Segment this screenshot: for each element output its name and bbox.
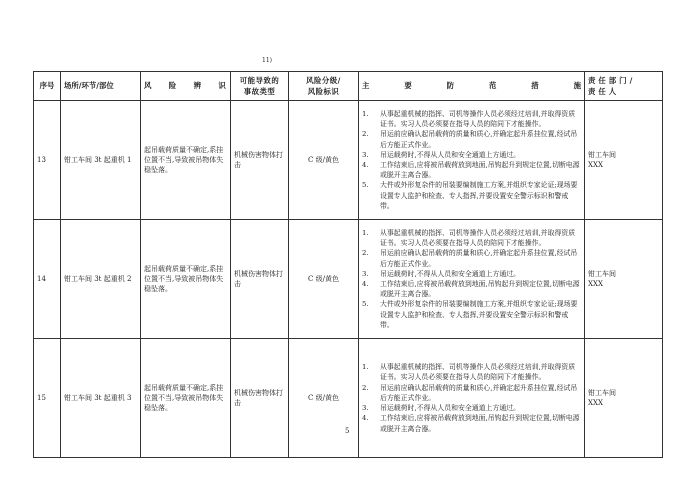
row-responsible [585,339,663,458]
row-measures [359,101,585,220]
top-text-fragment: 11) [262,57,272,64]
measure-text: 从事起重机械的指挥、司机等操作人员必须经过培训,并取得资质证书。实习人员必须要在指导人员的陪同下才能操作。 [380,363,576,382]
row-number: 15 [34,339,61,458]
measure-number: 5. [362,181,369,190]
measure-text: 大件或外形复杂件的吊装要编制施工方案,并组织专家论证;现场要设置专人监护和检查、专人指挥,并要设置安全警示标识和警戒带。 [380,181,578,210]
measure-number: 4. [362,280,369,288]
measure-item [362,279,581,299]
row-person: XXX [588,399,603,407]
measure-number: 1. [362,109,369,118]
table-row [34,101,663,220]
measure-text: 吊运载荷时,不得从人员和安全通道上方通过。 [380,404,521,413]
measure-text: 吊运载荷时,不得从人员和安全通道上方通过。 [380,150,521,159]
row-risk: 起吊载荷质量不确定,系挂位置不当,导致被吊物体失稳坠落。 [141,101,231,220]
measure-number: 4. [362,161,369,169]
row-location: 钳工车间 3t 起重机 2 [61,220,141,339]
risk-table [33,71,663,458]
row-risk: 起吊载荷质量不确定,系挂位置不当,导致被吊物体失稳坠落。 [141,220,231,339]
row-risk-level: C 级/黄色 [289,101,359,220]
measures-list [362,362,581,433]
measure-item [362,299,581,330]
header-level-line2: 风险标识 [307,87,340,96]
row-accident-type: 机械伤害物体打击 [231,339,289,458]
row-number: 13 [34,101,61,220]
row-number: 14 [34,220,61,339]
measures-list [362,109,581,211]
measure-number: 4. [362,414,369,423]
measure-number: 3. [362,269,369,278]
header-accident-line1: 可能导致的 [239,76,280,85]
measure-text: 吊运前应确认起吊载荷的质量和质心,并确定起升系挂位置,经试吊后方能正式作业。 [380,249,578,268]
table-header-row [34,72,663,101]
measure-item [362,403,581,413]
row-accident-type: 机械伤害物体打击 [231,220,289,339]
measure-item [362,228,581,248]
measure-number: 3. [362,404,369,413]
measure-item [362,160,581,180]
measure-text: 吊运前应确认起吊载荷的质量和质心,并确定起升系挂位置,经试吊后方能正式作业。 [380,383,578,402]
measure-text: 从事起重机械的指挥、司机等操作人员必须经过培训,并取得资质证书。实习人员必须要在指导人员的陪同下才能操作。 [380,228,576,248]
measure-number: 1. [362,363,369,372]
measure-item [362,362,581,382]
header-resp-line2: 责任人 [588,87,620,96]
measure-text: 从事起重机械的指挥、司机等操作人员必须经过培训,并取得资质证书。实习人员必须要在指导人员的陪同下才能操作。 [380,109,576,129]
table-row [34,220,663,339]
table-row [34,339,663,458]
row-location: 钳工车间 3t 起重机 1 [61,101,141,220]
measure-item [362,269,581,279]
measure-item [362,248,581,268]
row-person: XXX [588,280,603,288]
measure-text: 工作结束后,应将被吊载荷放到地面,吊钩起升到规定位置,切断电源或脱开主离合器。 [380,161,580,180]
header-location: 场所/环节/部位 [61,72,141,101]
header-measures: 主要防范措施 [359,72,585,101]
row-location: 钳工车间 3t 起重机 3 [61,339,141,458]
row-dept: 钳工车间 [588,389,616,397]
row-measures [359,220,585,339]
header-accident-line2: 事故类型 [243,87,276,96]
row-dept: 钳工车间 [588,151,616,159]
row-measures [359,339,585,458]
header-risk: 风险辨识 [141,72,231,101]
measures-list [362,228,581,330]
row-risk: 起吊载荷质量不确定,系挂位置不当,导致被吊物体失稳坠落。 [141,339,231,458]
measure-number: 2. [362,249,369,258]
header-no: 序号 [34,72,61,101]
measure-text: 吊运前应确认起吊载荷的质量和质心,并确定起升系挂位置,经试吊后方能正式作业。 [380,130,578,149]
measure-text: 工作结束后,应将被吊载荷放到地面,吊钩起升到规定位置,切断电源或脱开主离合器。 [380,280,580,299]
measure-item [362,383,581,403]
row-responsible [585,220,663,339]
row-dept: 钳工车间 [588,270,616,278]
row-person: XXX [588,161,603,169]
measure-item [362,180,581,211]
row-responsible [585,101,663,220]
measure-number: 5. [362,300,369,309]
header-level-line1: 风险分级/ [306,76,341,85]
measure-item [362,109,581,129]
measure-number: 3. [362,150,369,159]
measure-number: 2. [362,130,369,139]
page-number: 5 [345,427,350,435]
measure-text: 吊运载荷时,不得从人员和安全通道上方通过。 [380,269,521,278]
measure-text: 大件或外形复杂件的吊装要编制施工方案,并组织专家论证;现场要设置专人监护和检查、专人指挥,并要设置安全警示标识和警戒带。 [380,300,578,329]
measure-item [362,413,581,433]
measure-number: 2. [362,383,369,392]
row-risk-level: C 级/黄色 [289,339,359,458]
header-responsible [585,72,663,101]
row-risk-level: C 级/黄色 [289,220,359,339]
header-resp-line1: 责任部门/ [588,76,636,85]
measure-item [362,150,581,160]
header-accident-type [231,72,289,101]
header-risk-level [289,72,359,101]
row-accident-type: 机械伤害物体打击 [231,101,289,220]
measure-item [362,129,581,149]
measure-number: 1. [362,228,369,237]
measure-text: 工作结束后,应将被吊载荷放到地面,吊钩起升到规定位置,切断电源或脱开主离合器。 [380,414,580,433]
